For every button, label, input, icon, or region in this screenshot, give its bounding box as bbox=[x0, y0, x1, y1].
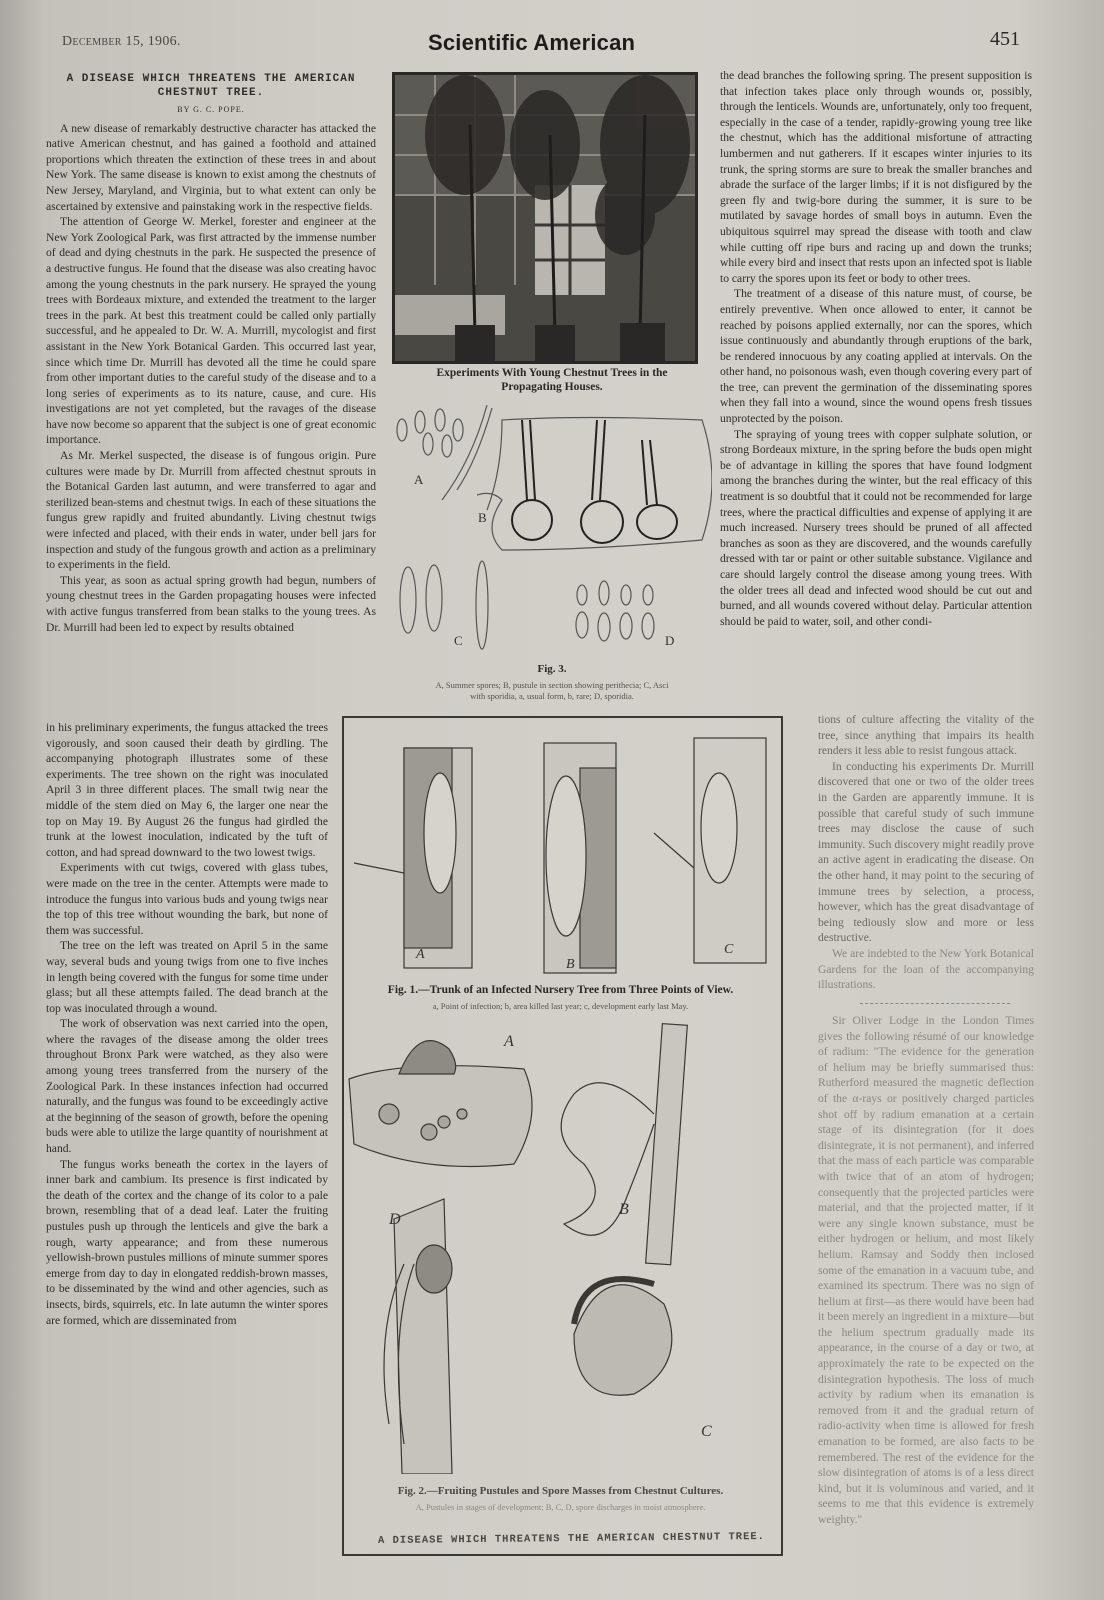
publication-title: Scientific American bbox=[428, 30, 636, 55]
svg-text:A: A bbox=[504, 1033, 514, 1050]
photo-caption-line-2: Propagating Houses. bbox=[501, 381, 603, 393]
page-number: 451 bbox=[990, 28, 1020, 50]
svg-text:A: A bbox=[416, 947, 425, 962]
greenhouse-photo-image bbox=[395, 75, 695, 361]
fig3-legend-line-1: A, Summer spores; B, pustule in section showing perithecia; C, Asci bbox=[435, 680, 669, 690]
section-divider bbox=[860, 1003, 1010, 1005]
paragraph: The spraying of young trees with copper sulphate solution, or strong Bordeaux mixture, in the spring before the buds open might be of advantage in killing the spores that have found lodgment among the branches during the winter, but the real efficacy of this treatment is so doubtful that it could not be recommended for large trees, where the practical difficulties and expense of applying it are much increased. Nursery trees should be pruned of all affected branches as soon as they are discovered, and the wounds carefully dressed with tar or paint or other suitable substance. Vigilance and care should largely control the disease among young trees. With the older trees all dead and infected wood should be cut out and burned, and all wounds covered without delay. Particular attention should be paid to water, soil, and other condi- bbox=[720, 427, 1032, 628]
paragraph: In conducting his experiments Dr. Murrill discovered that one or two of the older trees in the Garden are apparently immune. It is possible that careful study of such immune trees may disclose the cause of such immunity. Such discovery might readily prove an active agent in eradicating the disease. On the other hand, it may point to the securing of immune trees by selection, a process, however, which has the great disadvantage of being tediously slow and more or less destructive. bbox=[818, 759, 1034, 945]
article-byline: BY G. C. POPE. bbox=[177, 105, 245, 114]
paragraph: The fungus works beneath the cortex in the layers of inner bark and cambium. Its presence is first indicated by the death of the cortex and the change of its color to a pale brown, resembling that of a dead leaf. Later the fruiting pustules push up through the lenticels and give the bark a rough, warty appearance; and from these numerous yellowish-brown pustules millions of minute summer spores emerge from day to day in elongated reddish-brown masses, to be disseminated by the wind and other agencies, such as insects, birds, squirrels, etc. In late autumn the winter spores are formed, which are disseminated from bbox=[46, 1157, 328, 1327]
fig1-title: Fig. 1.—Trunk of an Infected Nursery Tree from Three Points of View. bbox=[387, 984, 734, 996]
photo-caption bbox=[392, 366, 712, 394]
spore-drawings bbox=[392, 400, 712, 660]
greenhouse-photo bbox=[392, 72, 698, 364]
fig3-title: Fig. 3. bbox=[537, 663, 567, 675]
fig1-legend: a, Point of infection; b, area killed last year; c, development early last May. bbox=[432, 1001, 689, 1011]
right-column-upper bbox=[720, 68, 1032, 629]
paragraph: The attention of George W. Merkel, forester and engineer at the New York Zoological Park, was first attracted by the immense number of dead and dying chestnuts in the park. He suspected the presence of a destructive fungus. He found that the disease was also creating havoc among the young chestnuts in the park nursery. He sprayed the young trees with Bordeaux mixture, and extended the treatment to the larger trees in the park. At best this treatment could be called only partially successful, and he appealed to Dr. W. A. Murrill, mycologist and first assistant in the New York Botanical Garden. This occurred last year, since which time Dr. Murrill has devoted all the time he could spare from other important duties to the careful study of the disease and to a long series of experiments as to its nature, cause, and cure. His investigations are not yet completed, but the ravages of the disease have now become so apparent that the subject is one of great economic importance. bbox=[46, 215, 376, 447]
article-title-line-2: CHESTNUT TREE. bbox=[157, 87, 265, 99]
fig3-legend bbox=[392, 680, 712, 702]
left-column-lower bbox=[46, 720, 328, 1328]
svg-text:B: B bbox=[619, 1201, 629, 1218]
paragraph: The work of observation was next carried into the open, where the ravages of the disease among the older trees throughout Bronx Park were watched, as they also were among young trees transferred from the nursery of the Zoological Park. In these instances infection had occurred naturally, and the fungus was found to be exceedingly active at the beginning of the season of growth, before the opening buds were able to utilize the large quantity of nourishment at hand. bbox=[46, 1017, 328, 1156]
svg-text:D: D bbox=[389, 1211, 401, 1228]
svg-text:B: B bbox=[478, 510, 487, 525]
paragraph: The tree on the left was treated on April 5 in the same way, several buds and young twigs from one to five inches in length being covered with the fungus for some time under glass; but all these attempts failed. The dead branch at the top was inoculated through a wound. bbox=[46, 939, 328, 1015]
paragraph: As Mr. Merkel suspected, the disease is of fungous origin. Pure cultures were made by Dr. Murrill from affected chestnut sprouts in the Botanical Garden last autumn, and were transferred to agar and sterilized bean-stems and chestnut twigs. In each of these situations the fungus grew rapidly and fruited abundantly. Living chestnut twigs were infected and placed, with their ends in water, under bell jars for inspection and study of the fungous growth and action as a preliminary to experiments in the field. bbox=[46, 449, 377, 572]
article-title bbox=[46, 72, 376, 100]
paragraph: Experiments with cut twigs, covered with glass tubes, were made on the tree in the center. Attempts were made to introduce the fungus into various buds and young twigs near the top of this tree without wounding the bark, but none of them was successful. bbox=[46, 861, 328, 937]
fig3-label-a: A bbox=[414, 472, 424, 487]
pustule-drawings bbox=[344, 1004, 777, 1474]
article-title-line-1: A DISEASE WHICH THREATENS THE AMERICAN bbox=[66, 73, 356, 85]
radium-note bbox=[818, 1013, 1034, 1528]
fig3-legend-line-2: with sporidia, a, usual form, b, rare; D, sporidia. bbox=[470, 691, 634, 701]
svg-text:C: C bbox=[724, 942, 734, 957]
right-column-lower bbox=[818, 712, 1034, 993]
paragraph: This year, as soon as actual spring growth had begun, numbers of young chestnut trees in the Garden propagating houses were infected with active fungus transferred from bean stalks to the young trees. As Dr. Murrill had been led to expect by results obtained bbox=[46, 573, 376, 634]
paragraph: the dead branches the following spring. The present supposition is that infection takes place only through wounds or, possibly, through the lenticels. Wounds are, unfortunately, only too frequent, especially in the case of a tender, rapidly-growing young tree like the chestnut, which has the additional misfortune of attracting lumbermen and nut gatherers. If it escapes winter injuries to its trunk, the spring storms are sure to break the smaller branches and abrade the surface of the larger limbs; if it is not disfigured by the green fly and twig-bore during the summer, it is sure to be mutilated by savage hordes of small boys in autumn. Even the ubiquitous squirrel may spread the disease with tooth and claw while cutting off ripe burs and racing up and down the trunks; while every bird and insect that rests upon an infected spot is liable to carry the spores upon its feet or body to other trees. bbox=[720, 69, 1032, 285]
paragraph: The treatment of a disease of this nature must, of course, be entirely preventive. When once allowed to enter, it cannot be reached by poisons applied externally, nor can the spores, which issue continuously and abundantly through eruptions of the bark, be rendered innocuous by any coating applied at intervals. On the other hand, no poisonous wash, even though covering every part of the tree, can prevent the germination of the disseminating spores when they fall into a wound, since the wound opens fresh tissues unprotected by the poison. bbox=[720, 287, 1032, 426]
paragraph: A new disease of remarkably destructive character has attacked the native American chestnut, and has gained a foothold and attained proportions which threaten the extinction of these trees in and about New York. The same disease is known to exist among the chestnuts of New Jersey, Maryland, and Virginia, but to what extent can only be ascertained by extensive and painstaking work in the respective fields. bbox=[46, 121, 376, 213]
svg-text:C: C bbox=[701, 1423, 712, 1440]
fig2-title: Fig. 2.—Fruiting Pustules and Spore Masses from Chestnut Cultures. bbox=[397, 1485, 724, 1497]
paragraph: Sir Oliver Lodge in the London Times gives the following résumé of our knowledge of radium: "The evidence for the generation of helium may be briefly summarised thus: Rutherford measured the magnetic deflection of the α-rays or positively charged particles shot off by radium emanation at a certain stage of its disintegration (for it does disintegrate, it is not permanent), and inferred that the mass of each particle was comparable with twice that of an atom of hydrogen; consequently that the projected particles were material, and that the projected matter, if it were any single known substance, must be either hydrogen or helium, and most likely helium. Ramsay and Soddy then inclosed some of the emanation in a vacuum tube, and examined its spectrum. There was no sign of helium at first—as there would have been had it been merely an ingredient in a mixture—but the helium spectrum gradually made its appearance, in the course of a day or two, at approximately the rate to be expected on the disintegration hypothesis. The loss of much activity by radium when its emanation is removed from it and the gradual return of radio-activity when time is allowed for fresh emanation to be formed, are also facts to be remembered. The rest of the evidence for the slow disintegration of atoms is of a less direct kind, but it is voluminous and varied, and it seems to me that this evidence is extremely weighty." bbox=[818, 1014, 1034, 1526]
figure-3-spores bbox=[392, 400, 712, 660]
paragraph: in his preliminary experiments, the fungus attacked the trees vigorously, and soon caused their death by girdling. The accompanying photograph illustrates some of these experiments. The tree shown on the right was inoculated April 3 in three different places. The small twig near the middle of the stem died on May 6, the larger one near the top on May 19. By August 26 the fungus had girdled the trunk at the lowest inoculation, indicated by the tuft of cotton, and had spread downward to the two lowest twigs. bbox=[46, 721, 328, 859]
bottom-article-title: A DISEASE WHICH THREATENS THE AMERICAN CHESTNUT TREE. bbox=[377, 1530, 766, 1548]
svg-text:D: D bbox=[665, 633, 675, 648]
paragraph: We are indebted to the New York Botanical Gardens for the loan of the accompanying illustrations. bbox=[818, 946, 1034, 992]
paragraph: tions of culture affecting the vitality of the tree, since anything that impairs its health renders it less able to resist fungous attack. bbox=[818, 713, 1034, 758]
figure-2-box bbox=[342, 994, 783, 1556]
trunk-drawings bbox=[344, 728, 777, 983]
left-column-upper bbox=[46, 72, 376, 635]
svg-text:C: C bbox=[454, 633, 463, 648]
svg-text:B: B bbox=[566, 957, 575, 972]
issue-date: December 15, 1906. bbox=[62, 34, 181, 49]
photo-caption-line-1: Experiments With Young Chestnut Trees in the bbox=[436, 367, 668, 379]
fig2-legend: A, Pustules in stages of development; B, C, D, spore discharges in moist atmosphere. bbox=[415, 1502, 706, 1512]
